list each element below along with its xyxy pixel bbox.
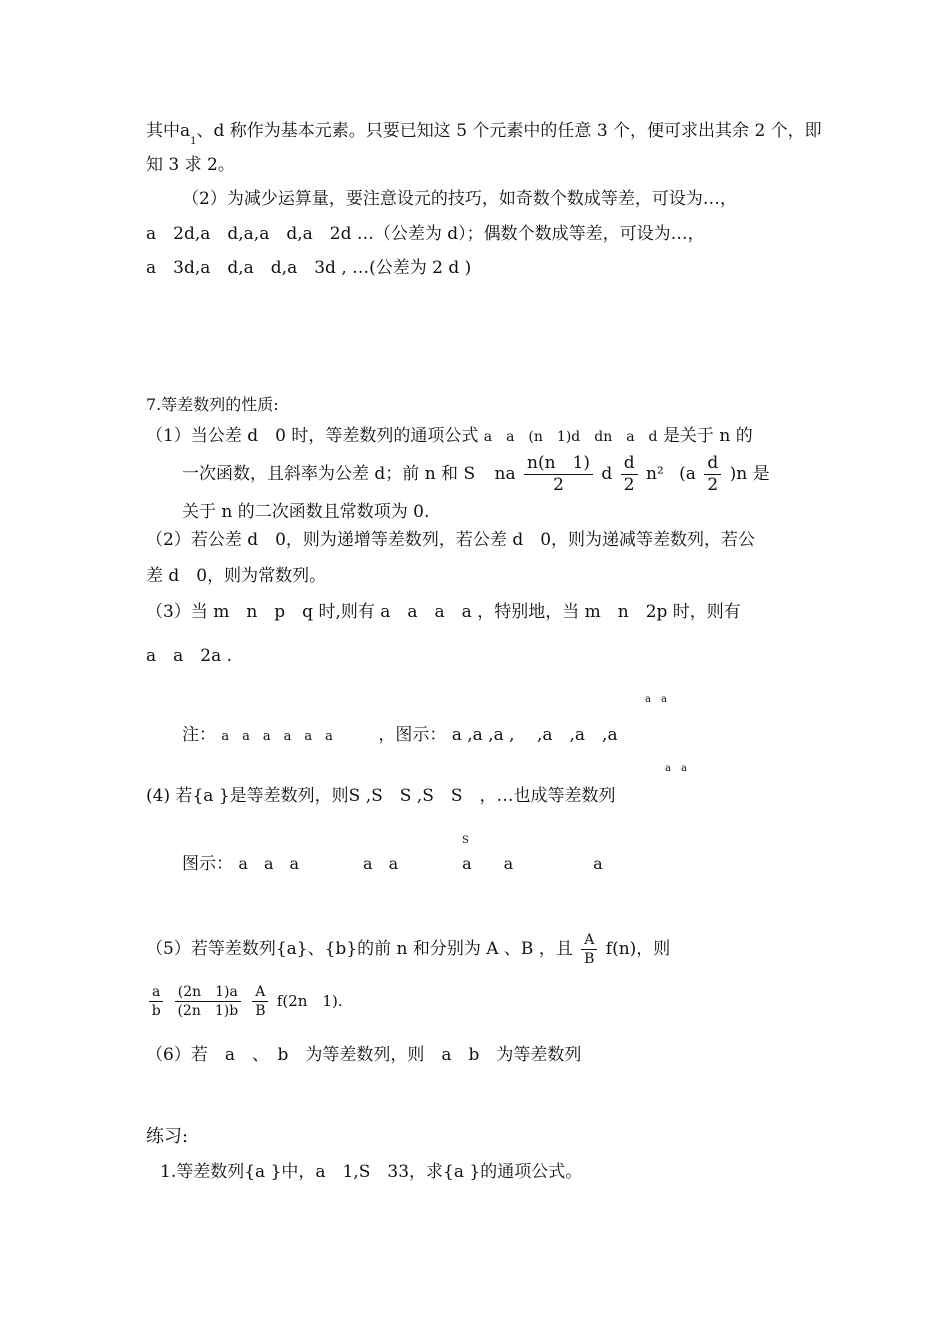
property-1-line-3: 关于 n 的二次函数且常数项为 0. [182, 502, 430, 522]
property-2-line-1: （2）若公差 d 0，则为递增等差数列，若公差 d 0，则为递减等差数列，若公 [146, 530, 756, 550]
n-squared: n² [646, 464, 664, 484]
formula: a a (n 1)d dn a d [483, 429, 658, 445]
d: d [601, 464, 613, 484]
text: ，特别地，当 m n 2p 时，则有 [477, 602, 741, 622]
property-6: （6）若 a 、 b 为等差数列，则 a b 为等差数列 [146, 1045, 582, 1065]
property-2-line-2: 差 d 0，则为常数列。 [146, 566, 327, 586]
text: （1）当公差 d 0 时，等差数列的通项公式 [146, 426, 479, 446]
intro-line-5: a 3d,a d,a d,a 3d , …(公差为 2 d ) [146, 258, 472, 278]
note-label: 注： [182, 725, 216, 745]
note-line [182, 727, 618, 744]
fraction: $\frac{(2n 1)a}{(2n 1)b}$ [175, 985, 241, 1018]
text: 是关于 n 的 [662, 426, 753, 446]
exercise-title: 练习: [146, 1126, 189, 1147]
intro-line-3: （2）为减少运算量，要注意设元的技巧，如奇数个数成等差，可设为…， [182, 189, 737, 209]
text: f(2n 1). [276, 992, 343, 1010]
formula: a a a a [380, 602, 472, 622]
subscript: 1 [190, 136, 197, 147]
property-4: (4) 若{a }是等差数列，则S ,S S ,S S ，…也成等差数列 [146, 786, 616, 806]
note-formula: a a a a a a [221, 729, 333, 744]
intro-line-1 [146, 121, 822, 147]
intro-line-2: 知 3 求 2。 [146, 155, 235, 175]
s3m-label: S [462, 835, 469, 846]
sn: S [463, 464, 476, 484]
na: na [494, 464, 516, 484]
text: )n 是 [729, 464, 770, 484]
intro-text: 、d 称作为基本元素。只要已知这 5 个元素中的任意 3 个，便可求出其余 2 个，即 [196, 121, 822, 141]
text: （5）若等差数列{a}、{b}的前 n 和分别为 A 、B ，且 [146, 939, 573, 959]
fraction: $\frac{a}{b}$ [149, 985, 163, 1018]
property-3-line-2: a a 2a . [146, 646, 233, 666]
fraction: $\frac{A}{B}$ [581, 933, 597, 966]
fraction: $\frac{n(n 1)}{2}$ [524, 455, 593, 494]
property-1-line-1 [146, 428, 753, 445]
property-4-diagram [182, 856, 603, 873]
text: 一次函数，且斜率为公差 d；前 n 和 [182, 464, 459, 484]
fraction: $\frac{A}{B}$ [252, 985, 268, 1018]
note-sequence: a ,a ,a , ,a ,a ,a [451, 725, 618, 745]
intro-line-4: a 2d,a d,a,a d,a 2d …（公差为 d）；偶数个数成等差，可设为…， [146, 224, 705, 244]
property-5-line-2 [146, 985, 343, 1018]
section-title: 7.等差数列的性质: [146, 395, 279, 414]
exercise-question-1: 1.等差数列{a }中，a 1,S 33，求{a }的通项公式。 [160, 1162, 583, 1182]
property-3-line-1 [146, 604, 741, 621]
note-tushi: ，图示： [378, 725, 447, 745]
fraction: $\frac{d}{2}$ [704, 455, 721, 494]
a1: (a [679, 464, 696, 484]
note-top-label: a a [645, 694, 667, 705]
fraction: $\frac{d}{2}$ [621, 455, 638, 494]
intro-text: 其中a [146, 121, 191, 141]
property-5-line-1 [146, 933, 670, 966]
property-1-line-2 [146, 455, 770, 494]
text: （3）当 m n p q 时,则有 [146, 602, 375, 622]
diagram-label: 图示： [182, 854, 233, 874]
text: f(n)，则 [605, 939, 671, 959]
diagram-sequence: a a a a a a a a [238, 854, 603, 873]
note-bottom-label: a a [665, 763, 687, 774]
